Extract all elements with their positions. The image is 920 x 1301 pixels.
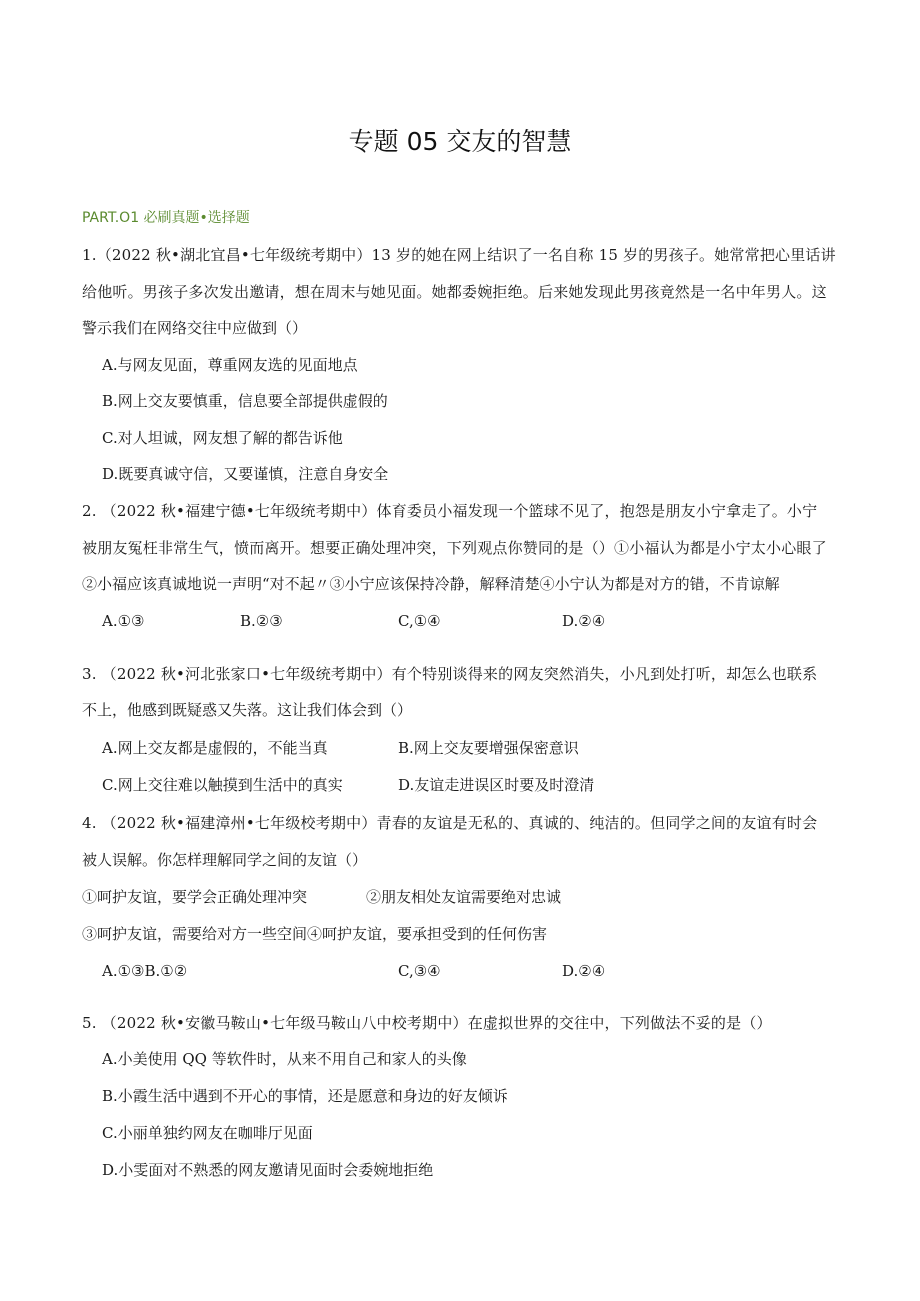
q3-option-a: A.网上交友都是虚假的，不能当真	[102, 739, 328, 757]
q1-option-b: B.网上交友要慎重，信息要全部提供虚假的	[102, 392, 388, 410]
q5-option-a: A.小美使用 QQ 等软件时，从来不用自己和家人的头像	[102, 1050, 467, 1068]
q2-option-c: C,①④	[398, 612, 441, 630]
q4-statement-2: ②朋友相处友谊需要绝对忠诚	[366, 888, 562, 906]
q4-option-ab: A.①③B.①②	[102, 962, 188, 980]
page-title: 专题 05 交友的智慧	[348, 127, 572, 156]
q4-stem-line-2: 被人误解。你怎样理解同学之间的友谊（）	[82, 851, 368, 869]
q1-option-d: D.既要真诚守信，又要谨慎，注意自身安全	[102, 465, 389, 483]
q4-statements-3-4: ③呵护友谊，需要给对方一些空间④呵护友谊，要承担受到的任何伤害	[82, 925, 548, 943]
q3-stem-line-2: 不上，他感到既疑惑又失落。这让我们体会到（）	[82, 701, 413, 719]
q2-stem-line-2: 被朋友冤枉非常生气，愤而离开。想要正确处理冲突，下列观点你赞同的是（）①小福认为都是小宁太小心眼了	[82, 539, 827, 557]
q2-option-b: B.②③	[240, 612, 283, 630]
q1-stem-line-3: 警示我们在网络交往中应做到（）	[82, 319, 308, 337]
q1-option-c: C.对人坦诚，网友想了解的都告诉他	[102, 429, 343, 447]
q5-option-b: B.小霞生活中遇到不开心的事情，还是愿意和身边的好友倾诉	[102, 1087, 508, 1105]
q1-stem-line-2: 给他听。男孩子多次发出邀请，想在周末与她见面。她都委婉拒绝。后来她发现此男孩竟然是一名中年男人。这	[82, 283, 827, 301]
q2-option-d: D.②④	[562, 612, 606, 630]
q3-option-b: B.网上交友要增强保密意识	[398, 739, 579, 757]
q4-option-d: D.②④	[562, 962, 606, 980]
q5-option-d: D.小雯面对不熟悉的网友邀请见面时会委婉地拒绝	[102, 1161, 434, 1179]
q2-stem-line-3: ②小福应该真诚地说一声明“对不起〃③小宁应该保持冷静，解释清楚④小宁认为都是对方的错，不肯谅解	[82, 575, 780, 593]
section-label: PART.O1 必刷真题•选择题	[82, 210, 250, 226]
q1-option-a: A.与网友见面，尊重网友选的见面地点	[102, 356, 358, 374]
q5-stem-line-1: 5. （2022 秋•安徽马鞍山•七年级马鞍山八中校考期中）在虚拟世界的交往中，下列做法不妥的是（）	[82, 1014, 772, 1032]
q4-option-c: C,③④	[398, 962, 441, 980]
q1-stem-line-1: 1.（2022 秋•湖北宜昌•七年级统考期中）13 岁的她在网上结识了一名自称 15 岁的男孩子。她常常把心里话讲	[82, 246, 836, 264]
q3-option-c: C.网上交往难以触摸到生活中的真实	[102, 776, 343, 794]
q4-statement-1: ①呵护友谊，要学会正确处理冲突	[82, 888, 308, 906]
q2-option-a: A.①③	[102, 612, 145, 630]
q2-stem-line-1: 2. （2022 秋•福建宁德•七年级统考期中）体育委员小福发现一个篮球不见了，抱怨是朋友小宁拿走了。小宁	[82, 502, 818, 520]
q4-stem-line-1: 4. （2022 秋•福建漳州•七年级校考期中）青春的友谊是无私的、真诚的、纯洁的。但同学之间的友谊有时会	[82, 814, 818, 832]
q3-stem-line-1: 3. （2022 秋•河北张家口•七年级统考期中）有个特别谈得来的网友突然消失，小凡到处打听，却怎么也联系	[82, 665, 818, 683]
q3-option-d: D.友谊走进误区时要及时澄清	[398, 776, 595, 794]
q5-option-c: C.小丽单独约网友在咖啡厅见面	[102, 1124, 313, 1142]
